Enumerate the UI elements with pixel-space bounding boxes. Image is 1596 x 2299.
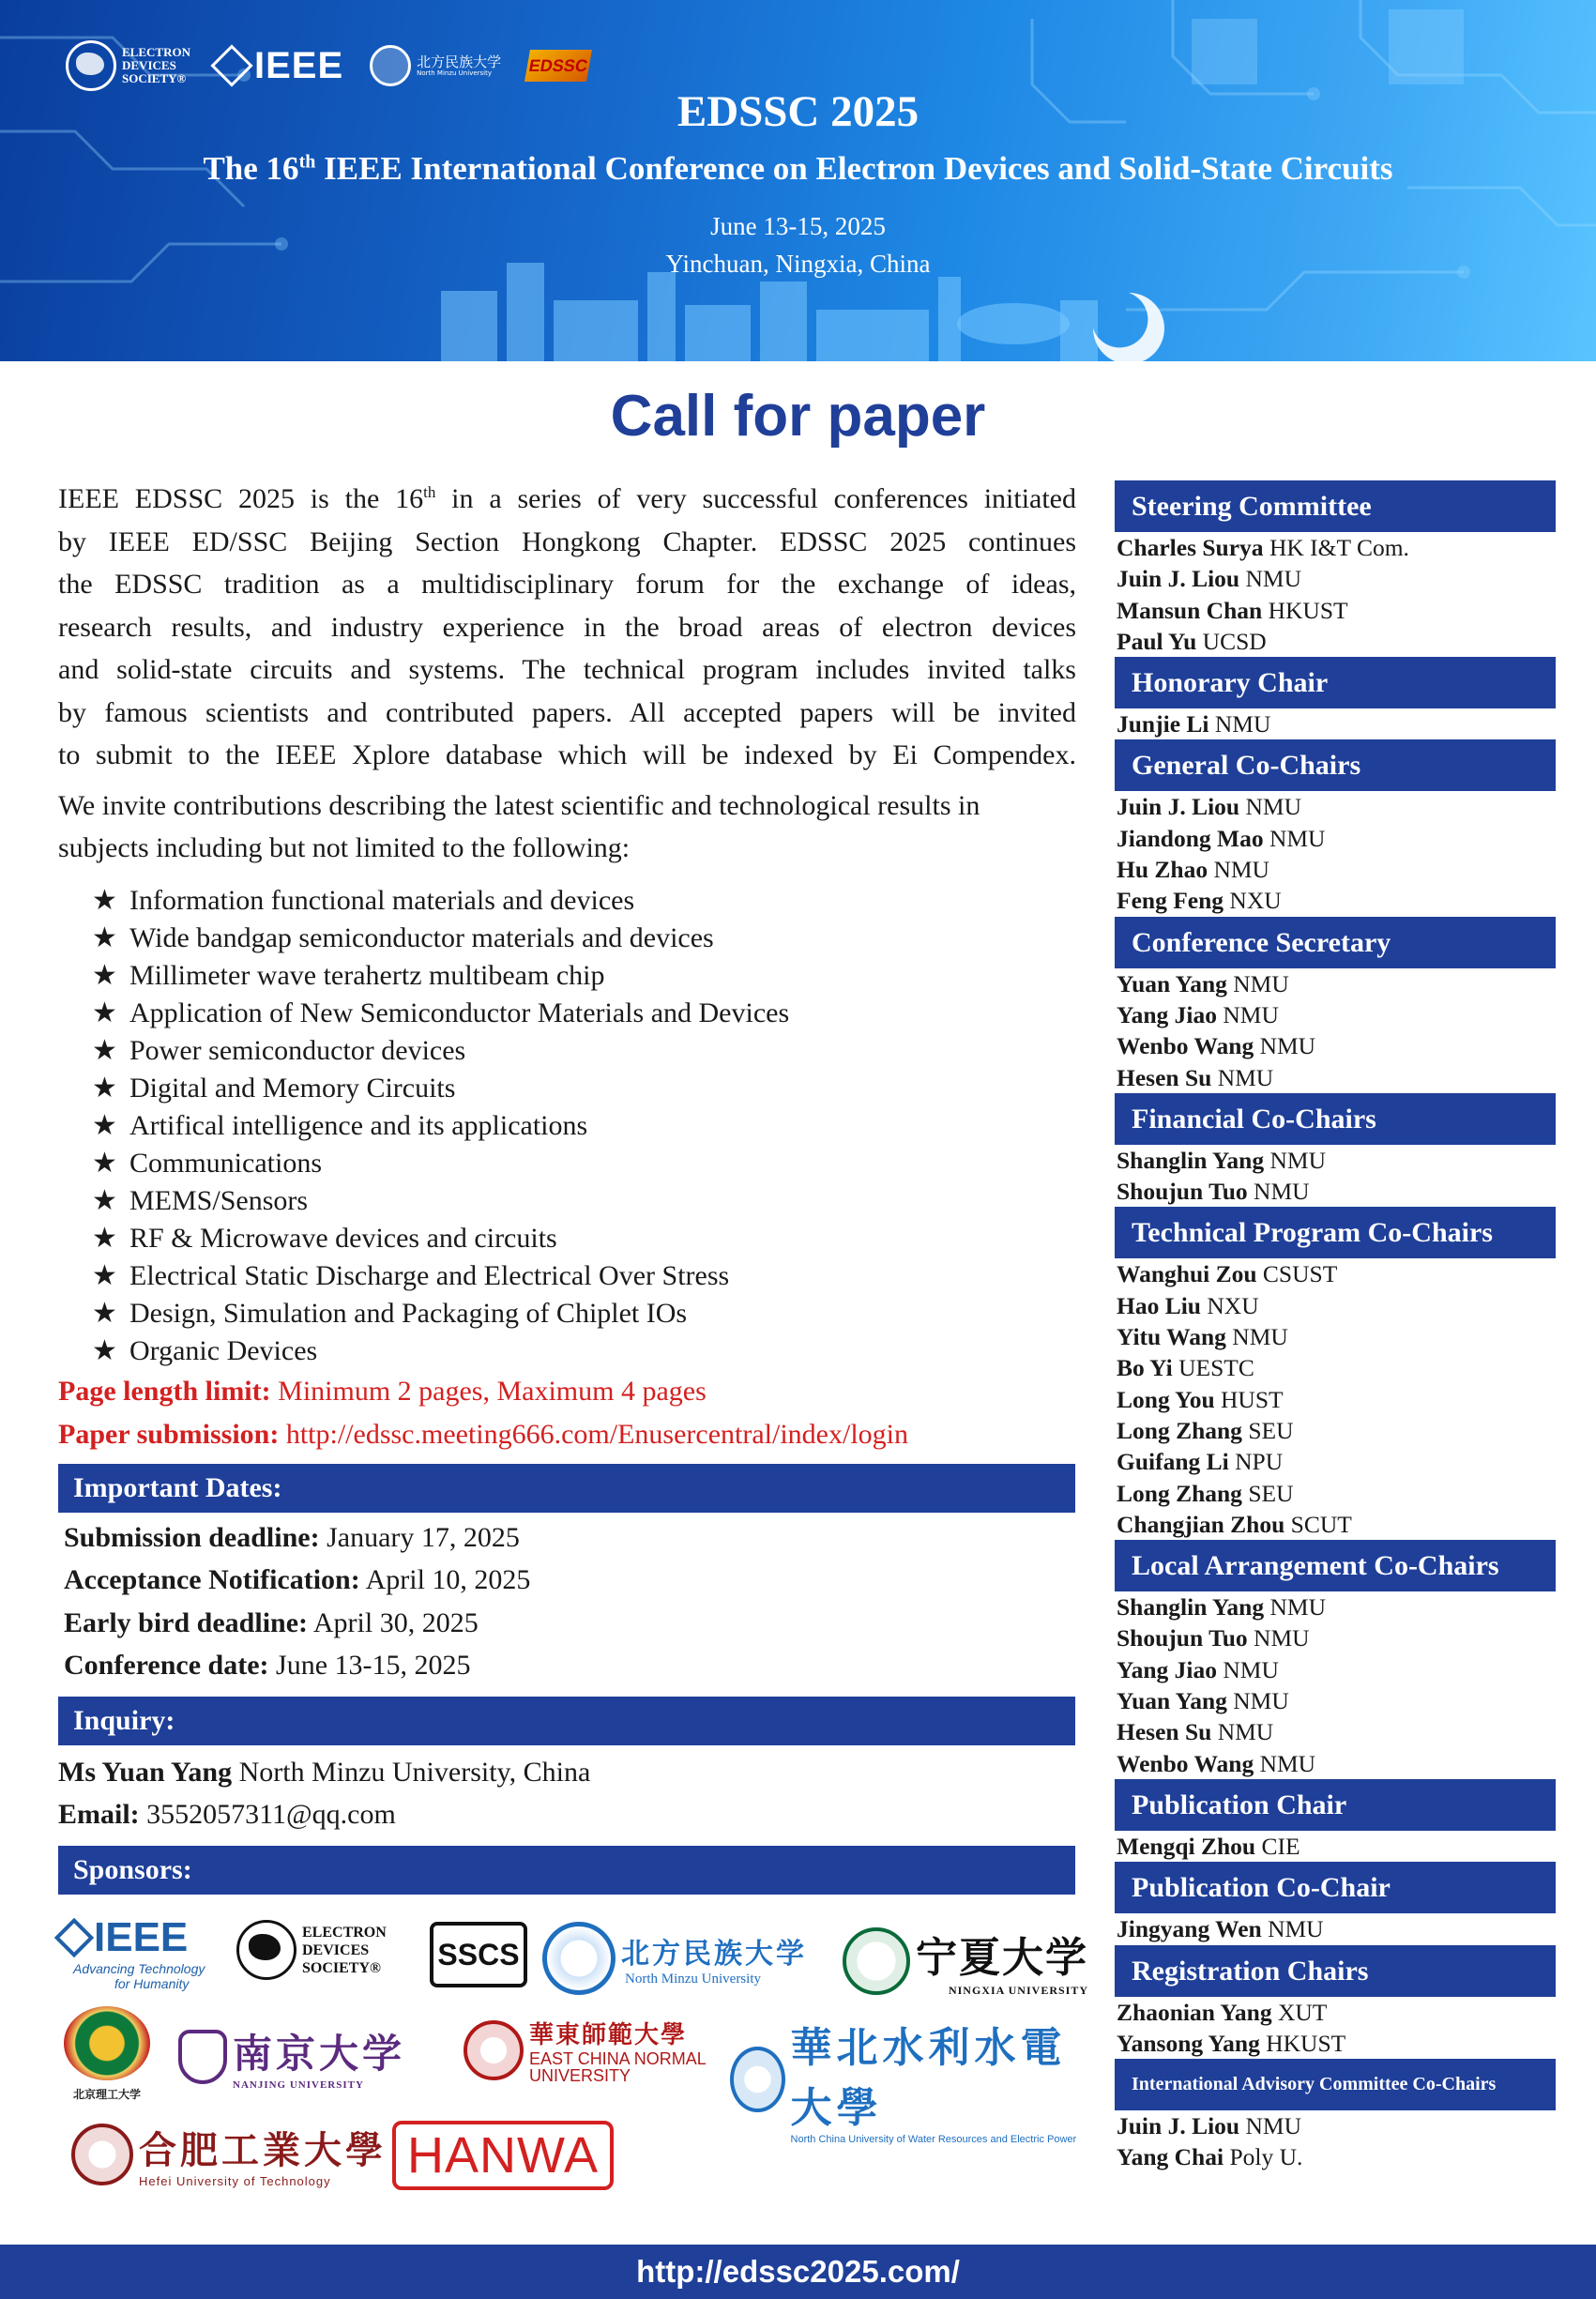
nmu-english-name: North Minzu University (625, 1971, 761, 1987)
ecnu-chinese-name: 華東師範大學 (529, 2021, 688, 2049)
member-name: Long Zhang (1117, 1416, 1242, 1444)
member-affiliation: NMU (1211, 1718, 1274, 1746)
member-name: Juin J. Liou (1117, 565, 1240, 593)
committee-member (1117, 1176, 1556, 1207)
topic-text: Communications (129, 1147, 322, 1179)
date-label: Submission deadline: (64, 1521, 320, 1553)
member-name: Hu Zhao (1117, 856, 1208, 884)
sponsor-east-china-normal-university-logo (464, 2016, 707, 2084)
committee-member (1117, 1654, 1556, 1685)
invite-paragraph (58, 784, 1090, 869)
star-bullet-icon: ★ (92, 1147, 117, 1179)
banner-logos (66, 38, 589, 94)
university-shield-icon (178, 2030, 227, 2084)
member-affiliation: NMU (1226, 1687, 1289, 1715)
topic-text: MEMS/Sensors (129, 1184, 309, 1216)
topic-item (92, 1295, 1090, 1332)
sscs-text: SSCS (437, 1937, 520, 1972)
date-value: January 17, 2025 (319, 1521, 520, 1553)
committees-column (1115, 480, 1556, 2173)
committee-member (1117, 791, 1556, 822)
committee-members (1115, 1913, 1556, 1944)
topic-item (92, 1257, 1090, 1295)
topic-item (92, 1182, 1090, 1220)
committee-heading: Conference Secretary (1115, 917, 1556, 968)
member-affiliation: NMU (1239, 2112, 1301, 2140)
member-name: Yitu Wang (1117, 1323, 1226, 1351)
member-affiliation: Poly U. (1224, 2143, 1303, 2171)
date-row (64, 1644, 1090, 1687)
star-bullet-icon: ★ (92, 997, 117, 1028)
committee-heading: Technical Program Co-Chairs (1115, 1207, 1556, 1258)
committee-member (1117, 1622, 1556, 1653)
member-name: Shoujun Tuo (1117, 1624, 1248, 1652)
conference-location: Yinchuan, Ningxia, China (665, 250, 931, 278)
sponsor-north-minzu-university-logo (542, 1922, 807, 1995)
committee-member (1117, 1145, 1556, 1176)
topic-item (92, 1032, 1090, 1070)
topic-text: Millimeter wave terahertz multibeam chip (129, 959, 605, 991)
member-affiliation: CIE (1255, 1832, 1300, 1860)
member-affiliation: CSUST (1256, 1260, 1338, 1288)
star-bullet-icon: ★ (92, 921, 117, 953)
conference-date: June 13-15, 2025 (710, 212, 886, 240)
committee-member (1117, 823, 1556, 854)
committee-heading: Publication Chair (1115, 1779, 1556, 1831)
member-affiliation: SEU (1241, 1479, 1294, 1507)
committee-members (1115, 1591, 1556, 1779)
topic-text: Design, Simulation and Packaging of Chiplet IOs (129, 1297, 688, 1329)
committee-member (1117, 1716, 1556, 1747)
footer-website-link[interactable]: http://edssc2025.com/ (0, 2245, 1596, 2299)
sponsors-heading: Sponsors: (58, 1846, 1075, 1895)
committee-member (1117, 1321, 1556, 1352)
topic-item (92, 1107, 1090, 1145)
contact-name: Ms Yuan Yang (58, 1756, 233, 1788)
eds-text-3: SOCIETY® (302, 1959, 381, 1976)
hanwa-text: HANWA (407, 2127, 599, 2184)
intro-line (58, 471, 1076, 521)
committee-members (1115, 1258, 1556, 1540)
member-affiliation: NMU (1247, 1178, 1310, 1206)
header-banner (0, 0, 1596, 361)
committee-member (1117, 626, 1556, 657)
subtitle-part-2: IEEE International Conference on Electron Devices and Solid-State Circuits (315, 150, 1393, 187)
sponsor-sscs-logo (430, 1922, 527, 1987)
ncwu-chinese-name: 華北水利水電大學 (790, 2024, 1067, 2132)
university-emblem-icon (64, 2006, 150, 2080)
page-length-limit (58, 1370, 1090, 1413)
intro-line: by IEEE ED/SSC Beijing Section Hongkong Chapter. EDSSC 2025 continues (58, 525, 1076, 557)
electron-devices-society-logo (66, 40, 190, 91)
member-name: Yang Jiao (1117, 1000, 1217, 1028)
committee-member (1117, 1591, 1556, 1622)
inquiry-contact (58, 1751, 1090, 1794)
topic-text: Digital and Memory Circuits (129, 1072, 456, 1104)
important-dates-heading: Important Dates: (58, 1464, 1075, 1513)
intro-line: and solid-state circuits and systems. The technical program includes invited talks (58, 654, 1076, 685)
edssc-logo (524, 50, 592, 82)
member-name: Jiandong Mao (1117, 824, 1264, 852)
nx-chinese-name: 宁夏大学 (916, 1934, 1088, 1982)
committee-member (1117, 2110, 1556, 2141)
nju-english-name: NANJING UNIVERSITY (233, 2079, 364, 2091)
member-affiliation: NMU (1247, 1624, 1310, 1652)
intro-line: to submit to the IEEE Xplore database which will be indexed by Ei Compendex. (58, 739, 1076, 770)
topic-text: Artifical intelligence and its applications (129, 1109, 588, 1141)
topic-text: Information functional materials and devices (129, 884, 635, 916)
conference-subtitle (0, 150, 1596, 188)
eds-logo-text-3: SOCIETY® (122, 71, 187, 85)
committee-member (1117, 1446, 1556, 1477)
sponsor-ieee-text: IEEE (94, 1914, 189, 1960)
date-label: Early bird deadline: (64, 1606, 309, 1638)
inquiry-details (58, 1745, 1090, 1836)
call-for-paper-heading: Call for paper (610, 384, 986, 449)
member-affiliation: SEU (1241, 1416, 1294, 1444)
inquiry-heading: Inquiry: (58, 1697, 1075, 1745)
committee-member (1117, 1415, 1556, 1446)
committee-member (1117, 1258, 1556, 1289)
nx-english-name: NINGXIA UNIVERSITY (948, 1984, 1088, 1997)
member-affiliation: HUST (1214, 1385, 1284, 1413)
star-bullet-icon: ★ (92, 1184, 117, 1216)
star-bullet-icon: ★ (92, 1334, 117, 1366)
committee-members (1115, 968, 1556, 1093)
committee-members (1115, 708, 1556, 739)
university-seal-icon (542, 1922, 616, 1995)
member-affiliation: NMU (1254, 1032, 1316, 1060)
ecnu-english-name-2: UNIVERSITY (529, 2066, 631, 2085)
member-affiliation: NMU (1226, 969, 1289, 997)
member-name: Juin J. Liou (1117, 2112, 1240, 2140)
star-bullet-icon: ★ (92, 1259, 117, 1291)
paper-submission (58, 1413, 1090, 1456)
important-dates-list (58, 1513, 1090, 1687)
member-name: Feng Feng (1117, 887, 1224, 915)
committee-member (1117, 1062, 1556, 1093)
committee-heading: Honorary Chair (1115, 657, 1556, 708)
star-bullet-icon: ★ (92, 1034, 117, 1066)
hfut-chinese-name: 合肥工業大學 (139, 2128, 387, 2172)
eds-text-2: DEVICES (302, 1941, 370, 1958)
member-name: Jingyang Wen (1117, 1915, 1262, 1943)
date-row (64, 1516, 1090, 1560)
committee-members (1115, 1831, 1556, 1862)
member-affiliation: NMU (1225, 1323, 1288, 1351)
member-name: Charles Surya (1117, 534, 1264, 561)
committee-member (1117, 999, 1556, 1030)
crescent-moon-icon (1093, 293, 1164, 361)
intro-text: in a series of very successful conferences initiated (435, 483, 1076, 514)
committee-heading: Steering Committee (1115, 480, 1556, 532)
nmu-chinese-name: 北方民族大学 (621, 1937, 807, 1971)
ieee-logo (217, 45, 343, 87)
topic-item (92, 920, 1090, 957)
committee-member (1117, 1748, 1556, 1779)
member-affiliation: NMU (1263, 824, 1326, 852)
member-name: Yang Jiao (1117, 1655, 1217, 1683)
member-name: Yang Chai (1117, 2143, 1224, 2171)
member-name: Shoujun Tuo (1117, 1178, 1248, 1206)
sponsor-hanwa-logo (392, 2121, 614, 2190)
intro-line: the EDSSC tradition as a multidisciplinary forum for the exchange of ideas, (58, 569, 1076, 600)
date-row (64, 1602, 1090, 1645)
topic-item (92, 1070, 1090, 1107)
member-name: Hesen Su (1117, 1063, 1212, 1091)
member-name: Zhaonian Yang (1117, 1998, 1272, 2026)
committee-members (1115, 1145, 1556, 1208)
member-name: Hao Liu (1117, 1291, 1201, 1319)
ieee-tagline-2: for Humanity (114, 1976, 190, 1991)
eds-text-1: ELECTRON (302, 1924, 387, 1941)
committee-members (1115, 1997, 1556, 2060)
date-value: April 10, 2025 (359, 1564, 531, 1595)
committee-members (1115, 532, 1556, 657)
member-affiliation: NMU (1216, 1655, 1279, 1683)
subtitle-part-1: The 16 (203, 150, 299, 187)
email-link[interactable]: 3552057311@qq.com (139, 1799, 396, 1830)
member-affiliation: NMU (1208, 856, 1269, 884)
committee-member (1117, 1478, 1556, 1509)
date-value: April 30, 2025 (308, 1606, 479, 1638)
committee-heading: International Advisory Committee Co-Chairs (1115, 2059, 1556, 2110)
hfut-english-name: Hefei University of Technology (139, 2174, 331, 2188)
subtitle-ordinal: th (298, 151, 316, 173)
globe-icon (66, 40, 116, 91)
member-affiliation: SCUT (1284, 1510, 1352, 1538)
member-affiliation: HKUST (1259, 2029, 1346, 2057)
intro-ordinal: th (423, 483, 436, 501)
ieee-diamond-icon (210, 44, 252, 86)
member-name: Shanglin Yang (1117, 1146, 1265, 1174)
page-limit-value: Minimum 2 pages, Maximum 4 pages (270, 1375, 707, 1407)
member-affiliation: NMU (1261, 1915, 1324, 1943)
sponsor-eds-logo (236, 1920, 387, 1980)
main-content (58, 471, 1090, 1895)
intro-text: IEEE EDSSC 2025 is the 16 (58, 483, 424, 514)
ieee-tagline-1: Advancing Technology (73, 1961, 205, 1976)
member-name: Long Zhang (1117, 1479, 1242, 1507)
ncwu-english-name: North China University of Water Resources and Electric Power (790, 2134, 1077, 2145)
committee-member (1117, 2028, 1556, 2059)
member-name: Hesen Su (1117, 1718, 1212, 1746)
eds-logo-text-1: ELECTRON (122, 45, 190, 59)
member-name: Yansong Yang (1117, 2029, 1260, 2057)
member-name: Shanglin Yang (1117, 1593, 1265, 1621)
page-limit-label: Page length limit: (58, 1375, 271, 1407)
sponsor-nanjing-university-logo (178, 2023, 405, 2091)
topic-item (92, 1220, 1090, 1257)
conference-title: EDSSC 2025 (676, 87, 920, 136)
committee-heading: General Co-Chairs (1115, 739, 1556, 791)
date-row (64, 1559, 1090, 1602)
member-name: Yuan Yang (1117, 969, 1227, 997)
intro-line: research results, and industry experience in the broad areas of electron devices (58, 611, 1076, 643)
topics-list (58, 882, 1090, 1370)
globe-icon (236, 1920, 296, 1980)
ecnu-english-name-1: EAST CHINA NORMAL (529, 2049, 707, 2068)
star-bullet-icon: ★ (92, 1222, 117, 1254)
sponsor-ncwu-logo (730, 2014, 1090, 2145)
sponsor-ieee-logo (60, 1914, 205, 1991)
committee-member (1117, 1685, 1556, 1716)
member-affiliation: XUT (1271, 1998, 1328, 2026)
member-affiliation: NMU (1264, 1593, 1326, 1621)
committee-member (1117, 532, 1556, 563)
submission-label: Paper submission: (58, 1418, 280, 1450)
topic-text: Application of New Semiconductor Materials and Devices (129, 997, 790, 1028)
member-name: Guifang Li (1117, 1448, 1229, 1476)
ieee-diamond-icon (54, 1918, 94, 1957)
email-label: Email: (58, 1799, 140, 1830)
sponsor-ningxia-university-logo (843, 1924, 1088, 1998)
member-name: Juin J. Liou (1117, 793, 1240, 821)
edssc-logo-text: EDSSC (527, 55, 589, 75)
north-minzu-university-logo (370, 45, 501, 86)
eds-logo-text-2: DEVICES (122, 58, 176, 72)
committee-member (1117, 563, 1556, 594)
committee-member (1117, 708, 1556, 739)
star-bullet-icon: ★ (92, 1109, 117, 1141)
star-bullet-icon: ★ (92, 1072, 117, 1104)
committee-member (1117, 1997, 1556, 2028)
member-name: Paul Yu (1117, 627, 1197, 655)
member-name: Wanghui Zou (1117, 1260, 1257, 1288)
university-seal-icon (843, 1927, 910, 1995)
member-affiliation: HK I&T Com. (1263, 534, 1409, 561)
university-seal-icon (464, 2020, 524, 2080)
committee-heading: Financial Co-Chairs (1115, 1093, 1556, 1145)
member-affiliation: NMU (1216, 1000, 1279, 1028)
university-seal-icon (71, 2124, 133, 2185)
committee-member (1117, 1030, 1556, 1061)
member-name: Bo Yi (1117, 1354, 1173, 1382)
member-name: Junjie Li (1117, 710, 1209, 738)
member-name: Long You (1117, 1385, 1215, 1413)
committee-heading: Registration Chairs (1115, 1945, 1556, 1997)
star-bullet-icon: ★ (92, 1297, 117, 1329)
invite-line: We invite contributions describing the latest scientific and technological results in (58, 789, 980, 821)
university-seal-icon (730, 2047, 785, 2112)
member-name: Changjian Zhou (1117, 1510, 1285, 1538)
member-affiliation: NMU (1208, 710, 1271, 738)
member-name: Wenbo Wang (1117, 1749, 1254, 1777)
topic-text: RF & Microwave devices and circuits (129, 1222, 557, 1254)
member-name: Yuan Yang (1117, 1687, 1227, 1715)
university-seal-icon (370, 45, 411, 86)
member-affiliation: UESTC (1172, 1354, 1254, 1382)
intro-paragraph (58, 471, 1076, 777)
member-affiliation: NMU (1254, 1749, 1316, 1777)
committee-member (1117, 1831, 1556, 1862)
committee-member (1117, 595, 1556, 626)
committee-members (1115, 791, 1556, 916)
topic-item (92, 957, 1090, 995)
topic-item (92, 1145, 1090, 1182)
submission-link[interactable]: http://edssc.meeting666.com/Enusercentral/index/login (279, 1418, 909, 1450)
member-affiliation: NMU (1239, 565, 1301, 593)
contact-affiliation: North Minzu University, China (232, 1756, 591, 1788)
member-affiliation: NMU (1264, 1146, 1326, 1174)
member-affiliation: NXU (1224, 887, 1282, 915)
committee-heading: Local Arrangement Co-Chairs (1115, 1540, 1556, 1591)
member-name: Wenbo Wang (1117, 1032, 1254, 1060)
date-label: Acceptance Notification: (64, 1564, 360, 1595)
intro-line: by famous scientists and contributed papers. All accepted papers will be invited (58, 696, 1076, 728)
committee-member (1117, 1913, 1556, 1944)
date-label: Conference date: (64, 1650, 269, 1681)
committee-members (1115, 2110, 1556, 2173)
topic-item (92, 995, 1090, 1032)
topic-text: Power semiconductor devices (129, 1034, 466, 1066)
member-affiliation: NXU (1201, 1291, 1259, 1319)
star-bullet-icon: ★ (92, 959, 117, 991)
member-affiliation: NMU (1211, 1063, 1274, 1091)
topic-text: Wide bandgap semiconductor materials and devices (129, 921, 714, 953)
member-affiliation: NPU (1228, 1448, 1284, 1476)
inquiry-email (58, 1793, 1090, 1836)
nju-chinese-name: 南京大学 (233, 2031, 406, 2077)
topic-item (92, 1332, 1090, 1370)
nmu-logo-chinese: 北方民族大学 (417, 53, 502, 70)
star-bullet-icon: ★ (92, 884, 117, 916)
committee-heading: Publication Co-Chair (1115, 1862, 1556, 1913)
committee-member (1117, 854, 1556, 885)
member-affiliation: HKUST (1262, 596, 1348, 624)
committee-member (1117, 1290, 1556, 1321)
member-affiliation: UCSD (1196, 627, 1267, 655)
date-value: June 13-15, 2025 (268, 1650, 471, 1681)
topic-text: Organic Devices (129, 1334, 318, 1366)
member-affiliation: NMU (1239, 793, 1301, 821)
committee-member (1117, 2141, 1556, 2172)
committee-member (1117, 1384, 1556, 1415)
member-name: Mengqi Zhou (1117, 1832, 1256, 1860)
committee-member (1117, 885, 1556, 916)
ieee-logo-text: IEEE (253, 44, 344, 86)
nmu-logo-english: North Minzu University (417, 69, 492, 77)
member-name: Mansun Chan (1117, 596, 1263, 624)
committee-member (1117, 968, 1556, 999)
committee-member (1117, 1352, 1556, 1383)
sponsor-beijing-institute-of-technology-logo (60, 2006, 154, 2102)
committee-member (1117, 1509, 1556, 1540)
sponsor-hefei-university-of-technology-logo (71, 2121, 387, 2188)
topic-item (92, 882, 1090, 920)
bit-chinese-name: 北京理工大学 (72, 2088, 141, 2101)
invite-line: subjects including but not limited to the following: (58, 831, 631, 863)
sponsors-logos (58, 1912, 1090, 2194)
topic-text: Electrical Static Discharge and Electrical Over Stress (129, 1259, 730, 1291)
